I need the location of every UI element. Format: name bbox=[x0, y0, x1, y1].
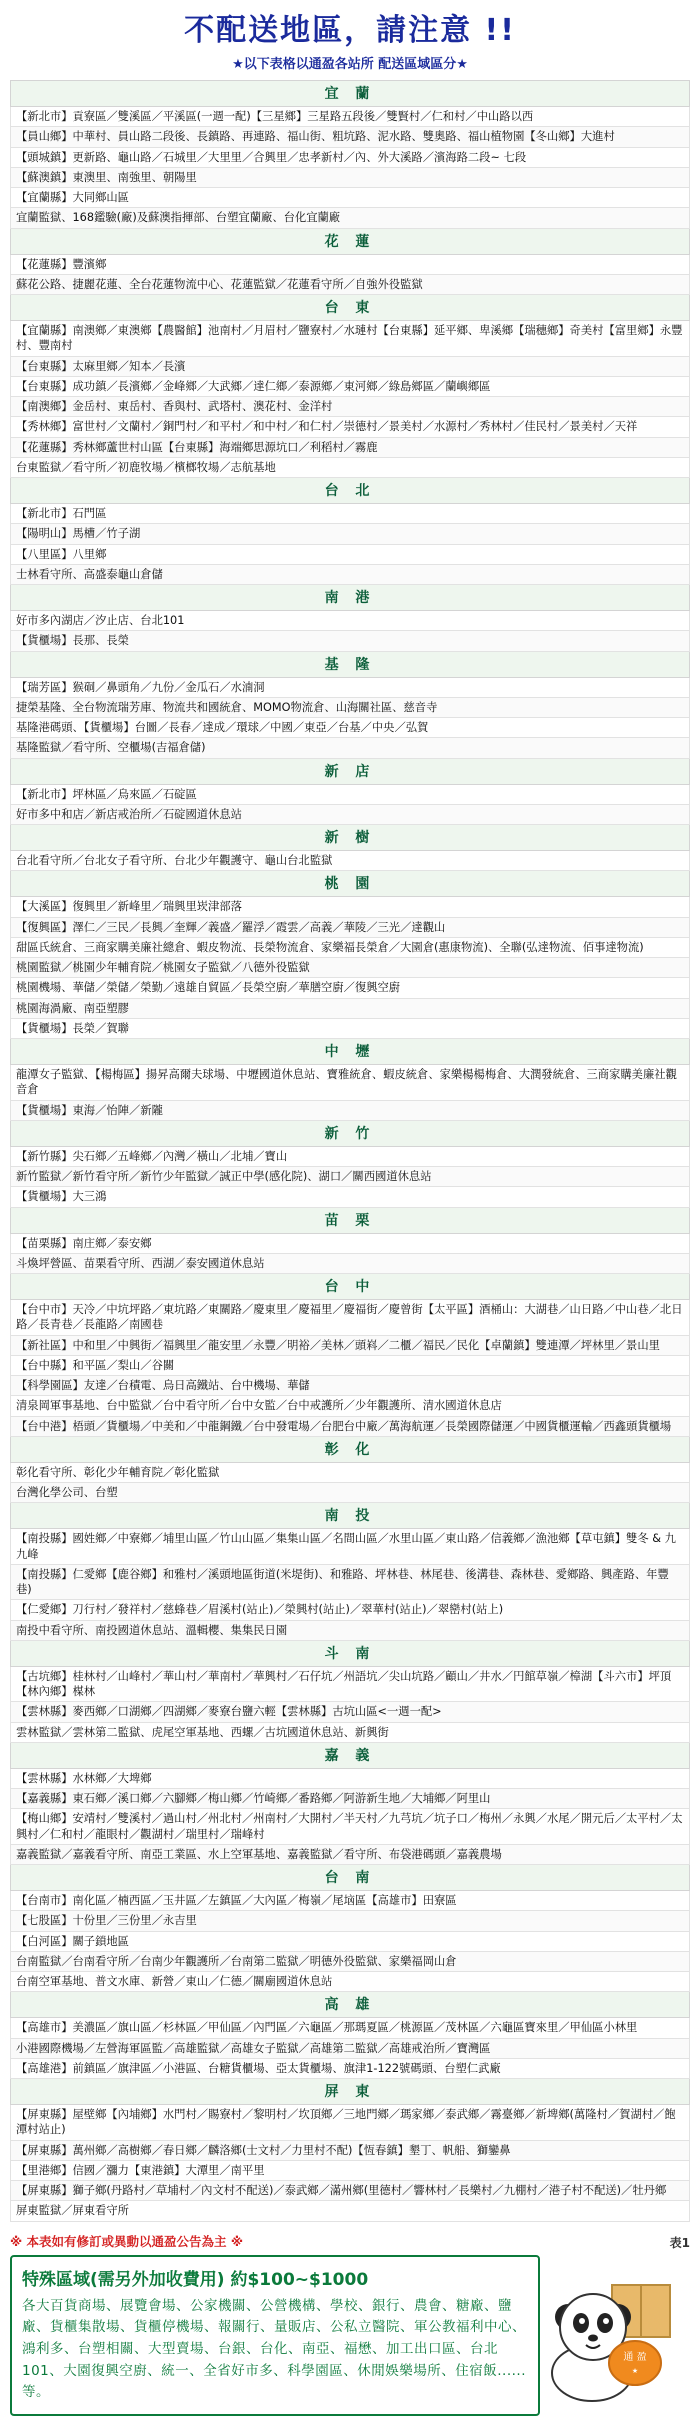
table-row bbox=[11, 1100, 690, 1120]
table-row bbox=[11, 376, 690, 396]
table-row bbox=[11, 2201, 690, 2221]
region-header-row bbox=[11, 1742, 690, 1768]
region-detail-cell: 【里港鄉】信國／瀰力【東港鎮】大潭里／南平里 bbox=[11, 2160, 690, 2180]
region-detail-cell: 【台中縣】和平區／梨山／谷關 bbox=[11, 1355, 690, 1375]
table-row bbox=[11, 1233, 690, 1253]
table-row bbox=[11, 2058, 690, 2078]
table-row bbox=[11, 127, 690, 147]
table-row bbox=[11, 321, 690, 357]
region-name: 台 東 bbox=[11, 295, 690, 321]
region-detail-cell: 彰化看守所、彰化少年輔育院／彰化監獄 bbox=[11, 1462, 690, 1482]
region-header-row bbox=[11, 758, 690, 784]
region-detail-cell: 基隆港碼頭、【貨櫃場】台圖／長春／達成／環球／中國／東亞／台基／中央／弘賀 bbox=[11, 718, 690, 738]
region-detail-cell: 【陽明山】馬槽／竹子湖 bbox=[11, 524, 690, 544]
table-row bbox=[11, 544, 690, 564]
region-header-row bbox=[11, 1503, 690, 1529]
region-detail-cell: 甜區氏統倉、三商家購美廉社總倉、蝦皮物流、長榮物流倉、家樂福長榮倉／大園倉(惠康物流)、全聯(弘達物流、佰事達物流) bbox=[11, 937, 690, 957]
region-header-row bbox=[11, 228, 690, 254]
region-name: 基 隆 bbox=[11, 651, 690, 677]
table-row bbox=[11, 1018, 690, 1038]
table-row bbox=[11, 2105, 690, 2141]
table-row bbox=[11, 2018, 690, 2038]
region-detail-cell: 【南澳鄉】金岳村、東岳村、香與村、武塔村、澳花村、金洋村 bbox=[11, 397, 690, 417]
table-row bbox=[11, 1167, 690, 1187]
table-row bbox=[11, 208, 690, 228]
region-name: 台 中 bbox=[11, 1274, 690, 1300]
region-name: 苗 栗 bbox=[11, 1207, 690, 1233]
table-row bbox=[11, 1564, 690, 1600]
region-name: 花 蓮 bbox=[11, 228, 690, 254]
region-header-row bbox=[11, 1865, 690, 1891]
region-detail-cell: 桃園海渦廠、南亞塑膠 bbox=[11, 998, 690, 1018]
table-row bbox=[11, 524, 690, 544]
region-detail-cell: 【貨櫃場】長那、長榮 bbox=[11, 631, 690, 651]
table-row bbox=[11, 254, 690, 274]
region-detail-cell: 【高雄市】美濃區／旗山區／杉林區／甲仙區／內門區／六龜區／那瑪夏區／桃源區／茂林區／六龜區寶來里／甲仙區小林里 bbox=[11, 2018, 690, 2038]
table-row bbox=[11, 1483, 690, 1503]
region-detail-cell: 【雲林縣】麥西鄉／口湖鄉／四湖鄉／麥寮台鹽六輕【雲林縣】古坑山區<一週一配> bbox=[11, 1702, 690, 1722]
region-detail-cell: 【高雄港】前鎮區／旗津區／小港區、台糖貨櫃場、亞太貨櫃場、旗津1-122號碼頭、台塑仁武廠 bbox=[11, 2058, 690, 2078]
footer-section bbox=[10, 2255, 690, 2416]
region-name: 高 雄 bbox=[11, 1992, 690, 2018]
table-row bbox=[11, 417, 690, 437]
region-detail-cell: 【梅山鄉】安靖村／雙溪村／過山村／州北村／州南村／大開村／半天村／九芎坑／坑子口／梅州／永興／水尾／開元后／太平村／太興村／仁和村／龍眼村／觀湖村／瑞里村／瑞峰村 bbox=[11, 1809, 690, 1845]
table-row bbox=[11, 1891, 690, 1911]
region-detail-cell: 小港國際機場／左營海軍區監／高雄監獄／高雄女子監獄／高雄第二監獄／高雄戒治所／寶灣區 bbox=[11, 2038, 690, 2058]
region-detail-cell: 【雲林縣】水林鄉／大埤鄉 bbox=[11, 1768, 690, 1788]
region-detail-cell: 【花蓮縣】豐濱鄉 bbox=[11, 254, 690, 274]
region-detail-cell: 【貨櫃場】長榮／賀聯 bbox=[11, 1018, 690, 1038]
region-detail-cell: 【台東縣】太麻里鄉／知本／長濱 bbox=[11, 356, 690, 376]
table-row bbox=[11, 917, 690, 937]
region-header-row bbox=[11, 871, 690, 897]
table-row bbox=[11, 1789, 690, 1809]
region-detail-cell: 【南投縣】仁愛鄉【鹿谷鄉】和雅村／溪頭地區街道(米堤街)、和雅路、坪林巷、林尾巷、後溝巷、森林巷、愛鄉路、興產路、年豐巷) bbox=[11, 1564, 690, 1600]
region-detail-cell: 台灣化學公司、台塑 bbox=[11, 1483, 690, 1503]
region-detail-cell: 【八里區】八里鄉 bbox=[11, 544, 690, 564]
region-detail-cell: 斗煥坪營區、苗栗看守所、西湖／泰安國道休息站 bbox=[11, 1253, 690, 1273]
region-detail-cell: 【復興區】澤仁／三民／長興／奎輝／義盛／羅浮／霞雲／高義／華陵／三光／達觀山 bbox=[11, 917, 690, 937]
table-row bbox=[11, 1065, 690, 1101]
table-row bbox=[11, 397, 690, 417]
region-detail-cell: 好市多內湖店／汐止店、台北101 bbox=[11, 611, 690, 631]
region-header-row bbox=[11, 585, 690, 611]
table-row bbox=[11, 457, 690, 477]
region-detail-cell: 台南空軍基地、普文水庫、新營／東山／仁德／關廟國道休息站 bbox=[11, 1972, 690, 1992]
region-detail-cell: 基隆監獄／看守所、空櫃場(吉福倉儲) bbox=[11, 738, 690, 758]
region-name: 彰 化 bbox=[11, 1436, 690, 1462]
table-row bbox=[11, 784, 690, 804]
page-subtitle: ★以下表格以通盈各站所 配送區域區分★ bbox=[232, 57, 468, 72]
table-row bbox=[11, 738, 690, 758]
region-detail-cell: 【秀林鄉】富世村／文蘭村／銅門村／和平村／和中村／和仁村／崇德村／景美村／水源村／秀林村／佳民村／景美村／天祥 bbox=[11, 417, 690, 437]
table-row bbox=[11, 2160, 690, 2180]
region-detail-cell: 【南投縣】國姓鄉／中寮鄉／埔里山區／竹山山區／集集山區／名間山區／水里山區／東山路／信義鄉／漁池鄉【草屯鎮】雙冬 & 九九峰 bbox=[11, 1529, 690, 1565]
region-name: 斗 南 bbox=[11, 1640, 690, 1666]
region-header-row bbox=[11, 1274, 690, 1300]
footer-note: ※ 本表如有修訂或異動以通盈公告為主 ※ bbox=[10, 2233, 244, 2249]
table-row bbox=[11, 2038, 690, 2058]
region-detail-cell: 【屏東縣】萬州鄉／高樹鄉／春日鄉／麟洛鄉(士文村／力里村不配)【恆春鎮】墾丁、帆船、獅鑾鼻 bbox=[11, 2140, 690, 2160]
special-area-box bbox=[10, 2255, 540, 2416]
region-name: 中 壢 bbox=[11, 1039, 690, 1065]
table-label: 表1 bbox=[669, 2235, 690, 2250]
table-row bbox=[11, 1809, 690, 1845]
region-detail-cell: 【新北市】坪林區／烏來區／石碇區 bbox=[11, 784, 690, 804]
region-detail-cell: 【宜蘭縣】南澳鄉／東澳鄉【農醫館】池南村／月眉村／鹽寮村／水璉村【台東縣】延平鄉、卑溪鄉【瑞穗鄉】奇美村【富里鄉】永豐村、豐南村 bbox=[11, 321, 690, 357]
table-row bbox=[11, 1355, 690, 1375]
table-row bbox=[11, 611, 690, 631]
region-header-row bbox=[11, 2079, 690, 2105]
region-detail-cell: 【屏東縣】獅子鄉(丹路村／草埔村／內文村不配送)／泰武鄉／滿州鄉(里德村／響林村／長樂村／九棚村／港子村不配送)／牡丹鄉 bbox=[11, 2181, 690, 2201]
table-row bbox=[11, 564, 690, 584]
table-row bbox=[11, 1620, 690, 1640]
region-detail-cell: 宜蘭監獄、168鑑驗(廠)及蘇澳指揮部、台塑宜蘭廠、台化宜蘭廠 bbox=[11, 208, 690, 228]
region-name: 南 港 bbox=[11, 585, 690, 611]
table-row bbox=[11, 1300, 690, 1336]
svg-text:★: ★ bbox=[631, 2366, 639, 2375]
region-name: 新 店 bbox=[11, 758, 690, 784]
region-name: 台 南 bbox=[11, 1865, 690, 1891]
region-header-row bbox=[11, 1436, 690, 1462]
region-detail-cell: 南投中看守所、南投國道休息站、溫輯櫻、集集民日園 bbox=[11, 1620, 690, 1640]
region-detail-cell: 清泉岡軍事基地、台中監獄／台中看守所／台中女監／台中戒護所／少年觀護所、清水國道休息店 bbox=[11, 1396, 690, 1416]
region-detail-cell: 龍潭女子監獄、【楊梅區】揚昇高爾夫球場、中壢國道休息站、寶雅統倉、蝦皮統倉、家樂楊楊梅倉、大潤發統倉、三商家購美廉社觀音倉 bbox=[11, 1065, 690, 1101]
region-name: 屏 東 bbox=[11, 2079, 690, 2105]
region-detail-cell: 【新北市】石門區 bbox=[11, 504, 690, 524]
table-row bbox=[11, 718, 690, 738]
region-detail-cell: 【白河區】關子鎖地區 bbox=[11, 1931, 690, 1951]
table-row bbox=[11, 356, 690, 376]
table-row bbox=[11, 851, 690, 871]
region-detail-cell: 【宜蘭縣】大同鄉山區 bbox=[11, 188, 690, 208]
region-detail-cell: 【花蓮縣】秀林鄉蘆世村山區【台東縣】海端鄉思源坑口／利稻村／霧鹿 bbox=[11, 437, 690, 457]
region-name: 嘉 義 bbox=[11, 1742, 690, 1768]
table-row bbox=[11, 1972, 690, 1992]
table-row bbox=[11, 1187, 690, 1207]
table-row bbox=[11, 2140, 690, 2160]
region-name: 台 北 bbox=[11, 478, 690, 504]
region-detail-cell: 【苗栗縣】南庄鄉／泰安鄉 bbox=[11, 1233, 690, 1253]
table-row bbox=[11, 1416, 690, 1436]
table-row bbox=[11, 1462, 690, 1482]
region-detail-cell: 【台南市】南化區／楠西區／玉井區／左鎮區／大內區／梅嶺／尾垴區【高雄市】田寮區 bbox=[11, 1891, 690, 1911]
region-detail-cell: 屏東監獄／屏東看守所 bbox=[11, 2201, 690, 2221]
region-detail-cell: 台南監獄／台南看守所／台南少年觀護所／台南第二監獄／明德外役監獄、家樂福岡山倉 bbox=[11, 1951, 690, 1971]
table-row bbox=[11, 1951, 690, 1971]
region-detail-cell: 好市多中和店／新店戒治所／石碇國道休息站 bbox=[11, 804, 690, 824]
svg-text:通 盈: 通 盈 bbox=[623, 2351, 647, 2363]
region-detail-cell: 【嘉義縣】東石鄉／溪口鄉／六腳鄉／梅山鄉／竹崎鄉／番路鄉／阿游新生地／大埔鄉／阿里山 bbox=[11, 1789, 690, 1809]
region-header-row bbox=[11, 1640, 690, 1666]
table-row bbox=[11, 1768, 690, 1788]
region-detail-cell: 【貨櫃場】東海／怡陣／新隴 bbox=[11, 1100, 690, 1120]
region-detail-cell: 【新社區】中和里／中興街／福興里／龍安里／永豐／明裕／美林／頭嵙／二櫃／福民／民化【卓蘭鎮】雙連潭／坪林里／景山里 bbox=[11, 1335, 690, 1355]
region-detail-cell: 蘇花公路、捷麗花蓮、全台花蓮物流中心、花蓮監獄／花蓮看守所／自強外役監獄 bbox=[11, 274, 690, 294]
region-detail-cell: 【台中港】梧頭／貨櫃場／中美和／中龍鋼鐵／台中發電場／台肥台中廠／萬海航運／長榮國際儲運／中國貨櫃運輸／西鑫頭貨櫃場 bbox=[11, 1416, 690, 1436]
region-header-row bbox=[11, 478, 690, 504]
region-name: 新 竹 bbox=[11, 1120, 690, 1146]
region-header-row bbox=[11, 825, 690, 851]
table-row bbox=[11, 274, 690, 294]
region-detail-cell: 【七股區】十份里／三份里／永吉里 bbox=[11, 1911, 690, 1931]
region-detail-cell: 【古坑鄉】桂林村／山峰村／華山村／華南村／華興村／石仔坑／州語坑／尖山坑路／顧山／井水／円館草嶺／樟湖【斗六市】坪頂【林內鄉】楳林 bbox=[11, 1666, 690, 1702]
region-detail-cell: 【員山鄉】中華村、員山路二段後、長鎮路、再連路、福山街、粗坑路、泥水路、雙奧路、福山植物園【冬山鄉】大進村 bbox=[11, 127, 690, 147]
table-row bbox=[11, 937, 690, 957]
table-row bbox=[11, 167, 690, 187]
region-name: 宜 蘭 bbox=[11, 81, 690, 107]
table-row bbox=[11, 1396, 690, 1416]
region-header-row bbox=[11, 81, 690, 107]
table-row bbox=[11, 2181, 690, 2201]
table-row bbox=[11, 978, 690, 998]
table-row bbox=[11, 631, 690, 651]
table-row bbox=[11, 1666, 690, 1702]
region-detail-cell: 【蘇澳鎮】東澳里、南強里、朝陽里 bbox=[11, 167, 690, 187]
region-header-row bbox=[11, 1039, 690, 1065]
table-row bbox=[11, 1911, 690, 1931]
table-row bbox=[11, 504, 690, 524]
region-detail-cell: 【新北市】貢寮區／雙溪區／平溪區(一週一配)【三星鄉】三星路五段後／雙賢村／仁和村／中山路以西 bbox=[11, 107, 690, 127]
region-detail-cell: 【台中市】天冷／中坑坪路／東坑路／東關路／慶東里／慶福里／慶福街／慶曾街【太平區】酒桶山：大湖巷／山日路／中山巷／北日路／長青巷／長龍路／南國巷 bbox=[11, 1300, 690, 1336]
region-detail-cell: 雲林監獄／雲林第二監獄、虎尾空軍基地、西螺／古坑國道休息站、新興街 bbox=[11, 1722, 690, 1742]
table-row bbox=[11, 1253, 690, 1273]
table-row bbox=[11, 958, 690, 978]
table-row bbox=[11, 147, 690, 167]
region-detail-cell: 【大溪區】復興里／新峰里／瑞興里崁津部落 bbox=[11, 897, 690, 917]
region-detail-cell: 桃園機場、華儲／榮儲／榮勤／遠雄自貿區／長榮空廚／華膳空廚／復興空廚 bbox=[11, 978, 690, 998]
table-row bbox=[11, 897, 690, 917]
panda-mascot bbox=[540, 2255, 690, 2405]
region-detail-cell: 【科學園區】友達／台積電、烏日高鐵站、台中機場、華儲 bbox=[11, 1376, 690, 1396]
region-detail-cell: 台東監獄／看守所／初鹿牧場／檳榔牧場／志航基地 bbox=[11, 457, 690, 477]
region-detail-cell: 士林看守所、高盛泰龜山倉儲 bbox=[11, 564, 690, 584]
region-detail-cell: 【台東縣】成功鎮／長濱鄉／金峰鄉／大武鄉／達仁鄉／泰源鄉／東河鄉／綠島鄉區／蘭嶼鄉區 bbox=[11, 376, 690, 396]
region-detail-cell: 【仁愛鄉】刀行村／發祥村／慈蜂巷／眉溪村(站止)／榮興村(站止)／翠華村(站止)／翠巒村(站上) bbox=[11, 1600, 690, 1620]
region-name: 新 樹 bbox=[11, 825, 690, 851]
table-row bbox=[11, 1529, 690, 1565]
region-header-row bbox=[11, 1992, 690, 2018]
region-detail-cell: 桃園監獄／桃園少年輔育院／桃園女子監獄／八德外役監獄 bbox=[11, 958, 690, 978]
table-row bbox=[11, 1376, 690, 1396]
region-detail-cell: 【瑞芳區】猴硐／鼻頭角／九份／金瓜石／水湳洞 bbox=[11, 677, 690, 697]
region-header-row bbox=[11, 295, 690, 321]
region-header-row bbox=[11, 1120, 690, 1146]
table-row bbox=[11, 804, 690, 824]
table-row bbox=[11, 107, 690, 127]
region-detail-cell: 【新竹縣】尖石鄉／五峰鄉／內灣／橫山／北埔／寶山 bbox=[11, 1146, 690, 1166]
region-detail-cell: 捷榮基隆、全台物流瑞芳庫、物流共和國統倉、MOMO物流倉、山海關社區、慈音寺 bbox=[11, 697, 690, 717]
table-row bbox=[11, 697, 690, 717]
region-detail-cell: 嘉義監獄／嘉義看守所、南亞工業區、水上空軍基地、嘉義監獄／看守所、布袋港碼頭／嘉義農場 bbox=[11, 1844, 690, 1864]
region-header-row bbox=[11, 651, 690, 677]
table-row bbox=[11, 1844, 690, 1864]
region-header-row bbox=[11, 1207, 690, 1233]
table-row bbox=[11, 1931, 690, 1951]
table-row bbox=[11, 1146, 690, 1166]
region-detail-cell: 【貨櫃場】大三鴻 bbox=[11, 1187, 690, 1207]
page-title: 不配送地區，請注意 !! bbox=[184, 13, 516, 48]
table-row bbox=[11, 1722, 690, 1742]
delivery-exclusion-table bbox=[10, 80, 690, 2222]
table-row bbox=[11, 1335, 690, 1355]
table-row bbox=[11, 437, 690, 457]
table-row bbox=[11, 998, 690, 1018]
table-row bbox=[11, 1702, 690, 1722]
special-area-title: 特殊區域(需另外加收費用) 約$100~$1000 bbox=[22, 2269, 369, 2290]
region-detail-cell: 新竹監獄／新竹看守所／新竹少年監獄／誠正中學(感化院)、湖口／關西國道休息站 bbox=[11, 1167, 690, 1187]
region-name: 桃 園 bbox=[11, 871, 690, 897]
table-row bbox=[11, 188, 690, 208]
region-detail-cell: 【頭城鎮】更新路、龜山路／石城里／大里里／合興里／忠孝新村／內、外大溪路／濱海路二段~ 七段 bbox=[11, 147, 690, 167]
region-detail-cell: 【屏東縣】屋壁鄉【內埔鄉】水門村／賜寮村／黎明村／坎頂鄉／三地門鄉／瑪家鄉／泰武鄉／霧臺鄉／新埤鄉(萬隆村／賀湖村／飽潭村站止) bbox=[11, 2105, 690, 2141]
region-detail-cell: 台北看守所／台北女子看守所、台北少年觀護守、龜山台北監獄 bbox=[11, 851, 690, 871]
region-name: 南 投 bbox=[11, 1503, 690, 1529]
special-area-body: 各大百貨商場、展覽會場、公家機關、公營機構、學校、銀行、農會、糖廠、鹽廠、貨櫃集散場、貨櫃停機場、報關行、量販店、公私立醫院、軍公教福利中心、鴻利多、台塑相關、大型賣場、台銀、台化、南亞、福懋、加工出口區、台北101、大園復興空廚、統一、全省好市多、科學園區、休閒娛樂場所、住宿飯......等。 bbox=[22, 2297, 527, 2401]
table-row bbox=[11, 1600, 690, 1620]
table-row bbox=[11, 677, 690, 697]
